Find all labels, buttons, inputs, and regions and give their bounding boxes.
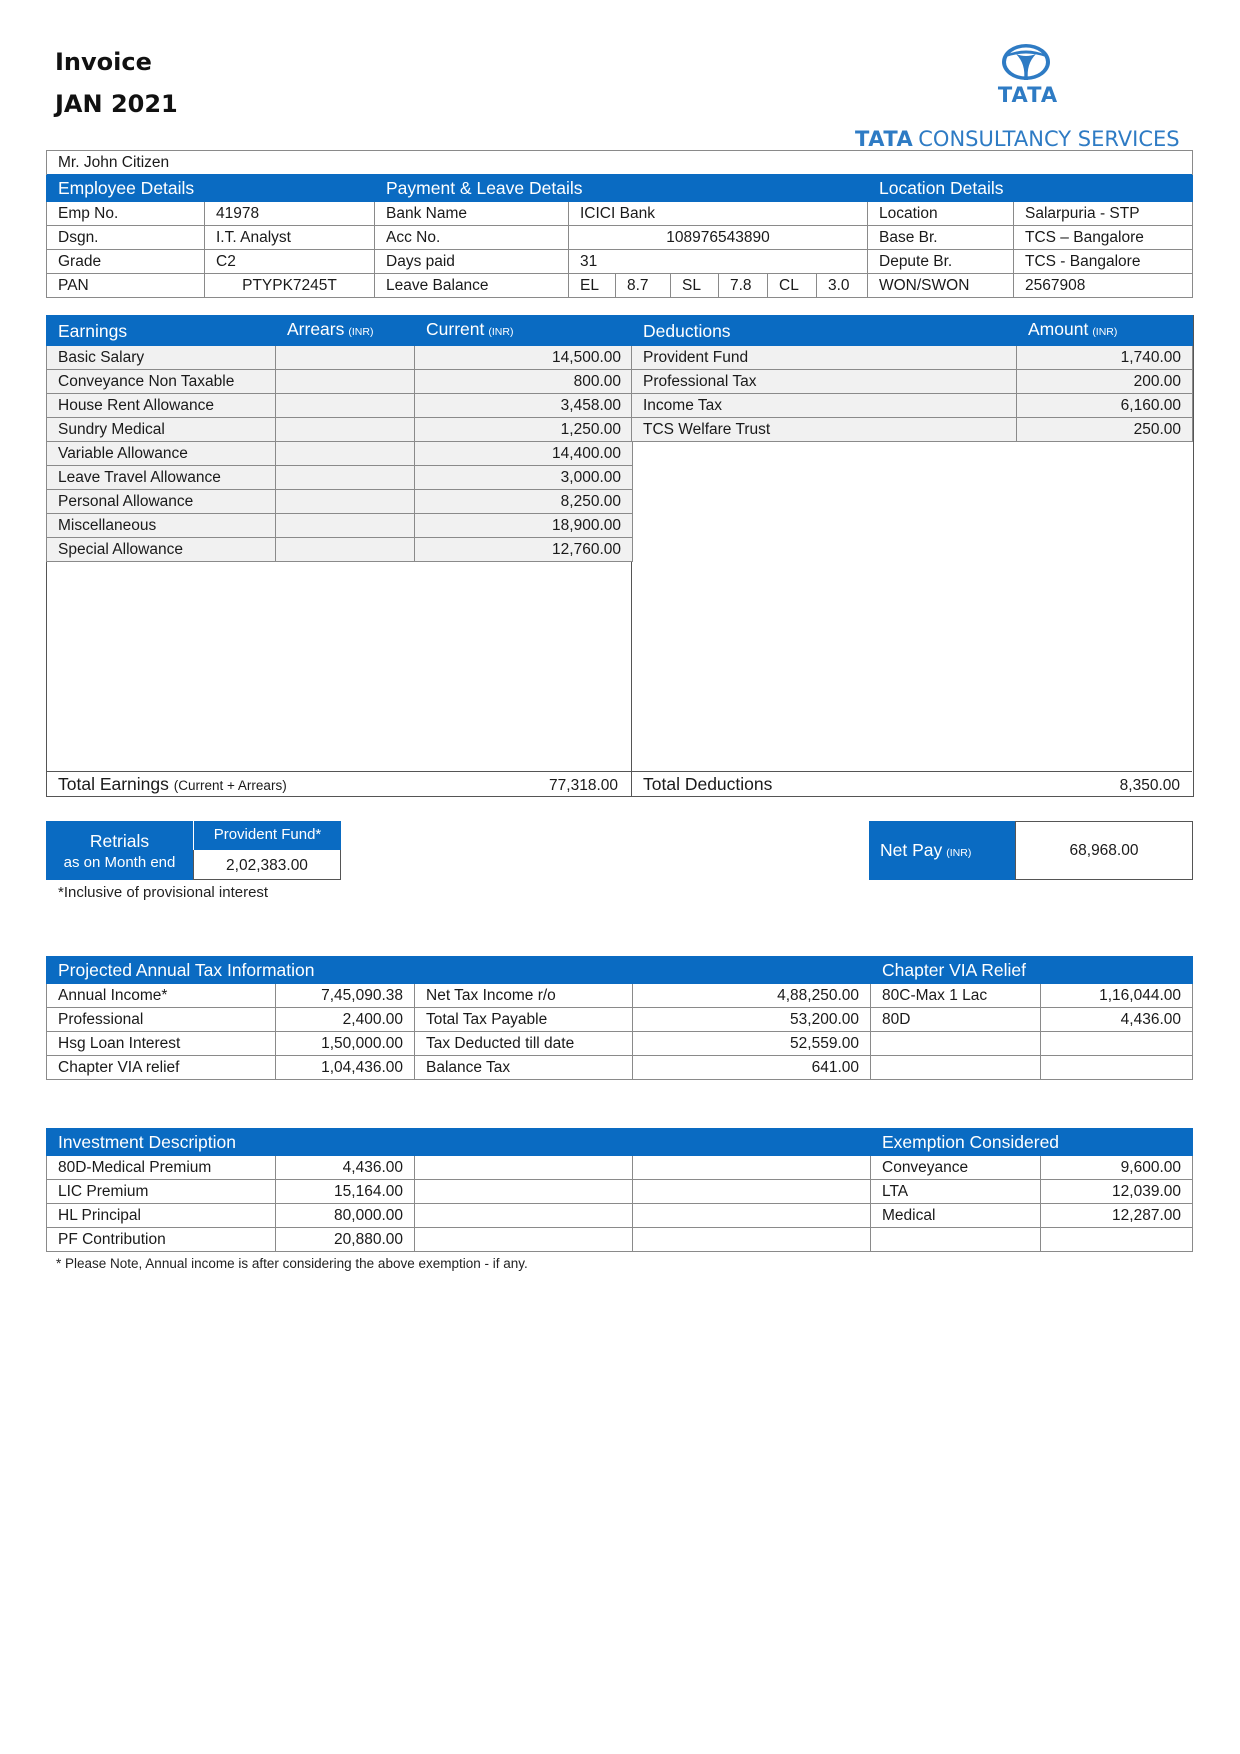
investment-value: 15,164.00	[276, 1180, 415, 1204]
empty-cell	[415, 1156, 633, 1180]
depute-branch-label: Depute Br.	[868, 250, 1014, 274]
bank-label: Bank Name	[375, 202, 569, 226]
investment-label: HL Principal	[47, 1204, 276, 1228]
grade-value: C2	[205, 250, 375, 274]
location-value: Salarpuria - STP	[1014, 202, 1193, 226]
dsgn-label: Dsgn.	[47, 226, 205, 250]
earning-current: 1,250.00	[415, 418, 633, 442]
acc-label: Acc No.	[375, 226, 569, 250]
relief-label: 80C-Max 1 Lac	[871, 984, 1041, 1008]
net-pay-text: Net Pay	[880, 840, 943, 860]
relief-value	[1041, 1056, 1193, 1080]
investment-label: 80D-Medical Premium	[47, 1156, 276, 1180]
earning-name: Leave Travel Allowance	[47, 466, 276, 490]
earning-arrears	[276, 538, 415, 562]
tax-row	[47, 984, 1193, 1008]
earning-current: 14,500.00	[415, 346, 633, 370]
pf-value: 2,02,383.00	[193, 850, 341, 880]
earning-name: Special Allowance	[47, 538, 276, 562]
investment-row	[47, 1180, 1193, 1204]
earning-name: Miscellaneous	[47, 514, 276, 538]
earning-row	[47, 466, 633, 490]
investment-row	[47, 1156, 1193, 1180]
earning-row	[47, 394, 633, 418]
earning-name: House Rent Allowance	[47, 394, 276, 418]
empty-cell	[415, 1204, 633, 1228]
grade-label: Grade	[47, 250, 205, 274]
sl-value: 7.8	[719, 274, 768, 298]
earning-arrears	[276, 466, 415, 490]
tcs-wordmark-bold: TATA	[855, 127, 914, 151]
leave-balance-label: Leave Balance	[375, 274, 569, 298]
tax-item-value: 7,45,090.38	[276, 984, 415, 1008]
exemption-value	[1041, 1228, 1193, 1252]
earning-row	[47, 490, 633, 514]
tax-calc-label: Balance Tax	[415, 1056, 633, 1080]
earning-name: Sundry Medical	[47, 418, 276, 442]
earning-current: 18,900.00	[415, 514, 633, 538]
employee-info-table	[46, 150, 1193, 298]
investment-table	[46, 1128, 1193, 1252]
tax-row	[47, 1032, 1193, 1056]
total-deductions-value: 8,350.00	[1119, 777, 1180, 794]
deduction-name: Income Tax	[632, 394, 1017, 418]
retrials-label: Retrials	[89, 831, 150, 851]
sl-label: SL	[671, 274, 719, 298]
location-label: Location	[868, 202, 1014, 226]
earning-name: Conveyance Non Taxable	[47, 370, 276, 394]
pf-label: Provident Fund*	[193, 821, 341, 850]
earning-row	[47, 538, 633, 562]
tax-item-label: Professional	[47, 1008, 276, 1032]
emp-no-label: Emp No.	[47, 202, 205, 226]
exemption-label: LTA	[871, 1180, 1041, 1204]
earning-row	[47, 442, 633, 466]
relief-label: 80D	[871, 1008, 1041, 1032]
retrials-sub: as on Month end	[63, 854, 176, 871]
tax-calc-value: 4,88,250.00	[633, 984, 871, 1008]
retrials-note: *Inclusive of provisional interest	[58, 884, 269, 901]
earning-arrears	[276, 346, 415, 370]
earning-current: 3,458.00	[415, 394, 633, 418]
tcs-wordmark-rest: CONSULTANCY SERVICES	[918, 127, 1180, 151]
pan-value: PTYPK7245T	[205, 274, 375, 298]
exemption-label: Conveyance	[871, 1156, 1041, 1180]
investment-row	[47, 1204, 1193, 1228]
earning-arrears	[276, 370, 415, 394]
deduction-amount: 1,740.00	[1017, 346, 1193, 370]
empty-cell	[633, 1180, 871, 1204]
tax-calc-value: 52,559.00	[633, 1032, 871, 1056]
investment-label: PF Contribution	[47, 1228, 276, 1252]
exemption-value: 12,287.00	[1041, 1204, 1193, 1228]
won-value: 2567908	[1014, 274, 1193, 298]
earning-arrears	[276, 394, 415, 418]
earning-row	[47, 514, 633, 538]
deductions-header: Deductions	[632, 316, 1017, 346]
empty-cell	[633, 1228, 871, 1252]
earning-current: 8,250.00	[415, 490, 633, 514]
earnings-table	[46, 315, 633, 562]
tax-item-label: Annual Income*	[47, 984, 276, 1008]
empty-cell	[415, 1228, 633, 1252]
empty-cell	[633, 1156, 871, 1180]
tata-wordmark: TATA	[997, 83, 1059, 107]
earnings-header: Earnings	[47, 316, 276, 346]
amount-unit: (INR)	[1092, 326, 1118, 338]
base-branch-label: Base Br.	[868, 226, 1014, 250]
total-earnings-text: Total Earnings	[58, 774, 169, 794]
exemption-value: 12,039.00	[1041, 1180, 1193, 1204]
bank-value: ICICI Bank	[569, 202, 868, 226]
amount-header-label: Amount	[1028, 319, 1089, 339]
investment-value: 20,880.00	[276, 1228, 415, 1252]
deduction-amount: 200.00	[1017, 370, 1193, 394]
relief-header: Chapter VIA Relief	[871, 957, 1193, 984]
pan-label: PAN	[47, 274, 205, 298]
exemption-label	[871, 1228, 1041, 1252]
earning-row	[47, 418, 633, 442]
relief-label	[871, 1032, 1041, 1056]
depute-branch-value: TCS - Bangalore	[1014, 250, 1193, 274]
earning-row	[47, 346, 633, 370]
deductions-table	[631, 315, 1193, 442]
relief-value	[1041, 1032, 1193, 1056]
tax-item-label: Hsg Loan Interest	[47, 1032, 276, 1056]
deduction-name: Provident Fund	[632, 346, 1017, 370]
earning-name: Basic Salary	[47, 346, 276, 370]
empty-cell	[415, 1180, 633, 1204]
total-earnings-value: 77,318.00	[549, 777, 618, 794]
retrials-box	[46, 821, 193, 880]
deduction-name: TCS Welfare Trust	[632, 418, 1017, 442]
earning-name: Variable Allowance	[47, 442, 276, 466]
current-header-label: Current	[426, 319, 485, 339]
investment-value: 4,436.00	[276, 1156, 415, 1180]
totals-divider	[46, 771, 1192, 772]
earning-current: 800.00	[415, 370, 633, 394]
pay-period: JAN 2021	[55, 90, 178, 118]
el-label: EL	[569, 274, 616, 298]
deduction-row	[632, 418, 1193, 442]
net-pay-value: 68,968.00	[1015, 821, 1193, 880]
deduction-row	[632, 346, 1193, 370]
earning-arrears	[276, 418, 415, 442]
days-paid-label: Days paid	[375, 250, 569, 274]
total-earnings-note: (Current + Arrears)	[173, 778, 287, 793]
tax-item-value: 1,04,436.00	[276, 1056, 415, 1080]
earning-name: Personal Allowance	[47, 490, 276, 514]
deduction-amount: 250.00	[1017, 418, 1193, 442]
earning-arrears	[276, 514, 415, 538]
el-value: 8.7	[616, 274, 671, 298]
tax-item-label: Chapter VIA relief	[47, 1056, 276, 1080]
earning-current: 12,760.00	[415, 538, 633, 562]
cl-label: CL	[768, 274, 817, 298]
tax-table	[46, 956, 1193, 1080]
tax-calc-label: Net Tax Income r/o	[415, 984, 633, 1008]
arrears-unit: (INR)	[348, 326, 374, 338]
net-pay-unit: (INR)	[946, 847, 972, 859]
investment-note: * Please Note, Annual income is after considering the above exemption - if any.	[56, 1256, 528, 1271]
investment-header: Investment Description	[47, 1129, 871, 1156]
deduction-row	[632, 370, 1193, 394]
arrears-header-label: Arrears	[287, 319, 345, 339]
tax-row	[47, 1008, 1193, 1032]
base-branch-value: TCS – Bangalore	[1014, 226, 1193, 250]
exemption-header: Exemption Considered	[871, 1129, 1193, 1156]
exemption-value: 9,600.00	[1041, 1156, 1193, 1180]
arrears-header	[276, 316, 415, 346]
investment-label: LIC Premium	[47, 1180, 276, 1204]
exemption-label: Medical	[871, 1204, 1041, 1228]
relief-value: 4,436.00	[1041, 1008, 1193, 1032]
document-title: Invoice	[55, 48, 152, 76]
current-header	[415, 316, 633, 346]
deduction-name: Professional Tax	[632, 370, 1017, 394]
tcs-wordmark	[855, 127, 1180, 151]
deduction-row	[632, 394, 1193, 418]
tax-header: Projected Annual Tax Information	[47, 957, 871, 984]
total-deductions-label: Total Deductions	[643, 774, 773, 794]
earning-arrears	[276, 490, 415, 514]
days-paid-value: 31	[569, 250, 868, 274]
relief-label	[871, 1056, 1041, 1080]
empty-cell	[633, 1204, 871, 1228]
net-pay-label	[869, 821, 1015, 880]
tax-calc-label: Tax Deducted till date	[415, 1032, 633, 1056]
total-earnings-label	[58, 774, 287, 795]
employee-details-header: Employee Details	[47, 175, 375, 202]
earning-current: 3,000.00	[415, 466, 633, 490]
won-label: WON/SWON	[868, 274, 1014, 298]
tax-row	[47, 1056, 1193, 1080]
payment-leave-header: Payment & Leave Details	[375, 175, 868, 202]
tata-logo-icon	[1000, 42, 1052, 82]
investment-value: 80,000.00	[276, 1204, 415, 1228]
earning-row	[47, 370, 633, 394]
amount-header	[1017, 316, 1193, 346]
dsgn-value: I.T. Analyst	[205, 226, 375, 250]
deduction-amount: 6,160.00	[1017, 394, 1193, 418]
investment-row	[47, 1228, 1193, 1252]
tax-calc-value: 641.00	[633, 1056, 871, 1080]
tax-calc-value: 53,200.00	[633, 1008, 871, 1032]
employee-name: Mr. John Citizen	[47, 151, 1193, 175]
emp-no-value: 41978	[205, 202, 375, 226]
tax-item-value: 2,400.00	[276, 1008, 415, 1032]
relief-value: 1,16,044.00	[1041, 984, 1193, 1008]
cl-value: 3.0	[817, 274, 868, 298]
current-unit: (INR)	[488, 326, 514, 338]
location-details-header: Location Details	[868, 175, 1193, 202]
tax-item-value: 1,50,000.00	[276, 1032, 415, 1056]
tax-calc-label: Total Tax Payable	[415, 1008, 633, 1032]
earning-arrears	[276, 442, 415, 466]
earning-current: 14,400.00	[415, 442, 633, 466]
acc-value: 108976543890	[569, 226, 868, 250]
